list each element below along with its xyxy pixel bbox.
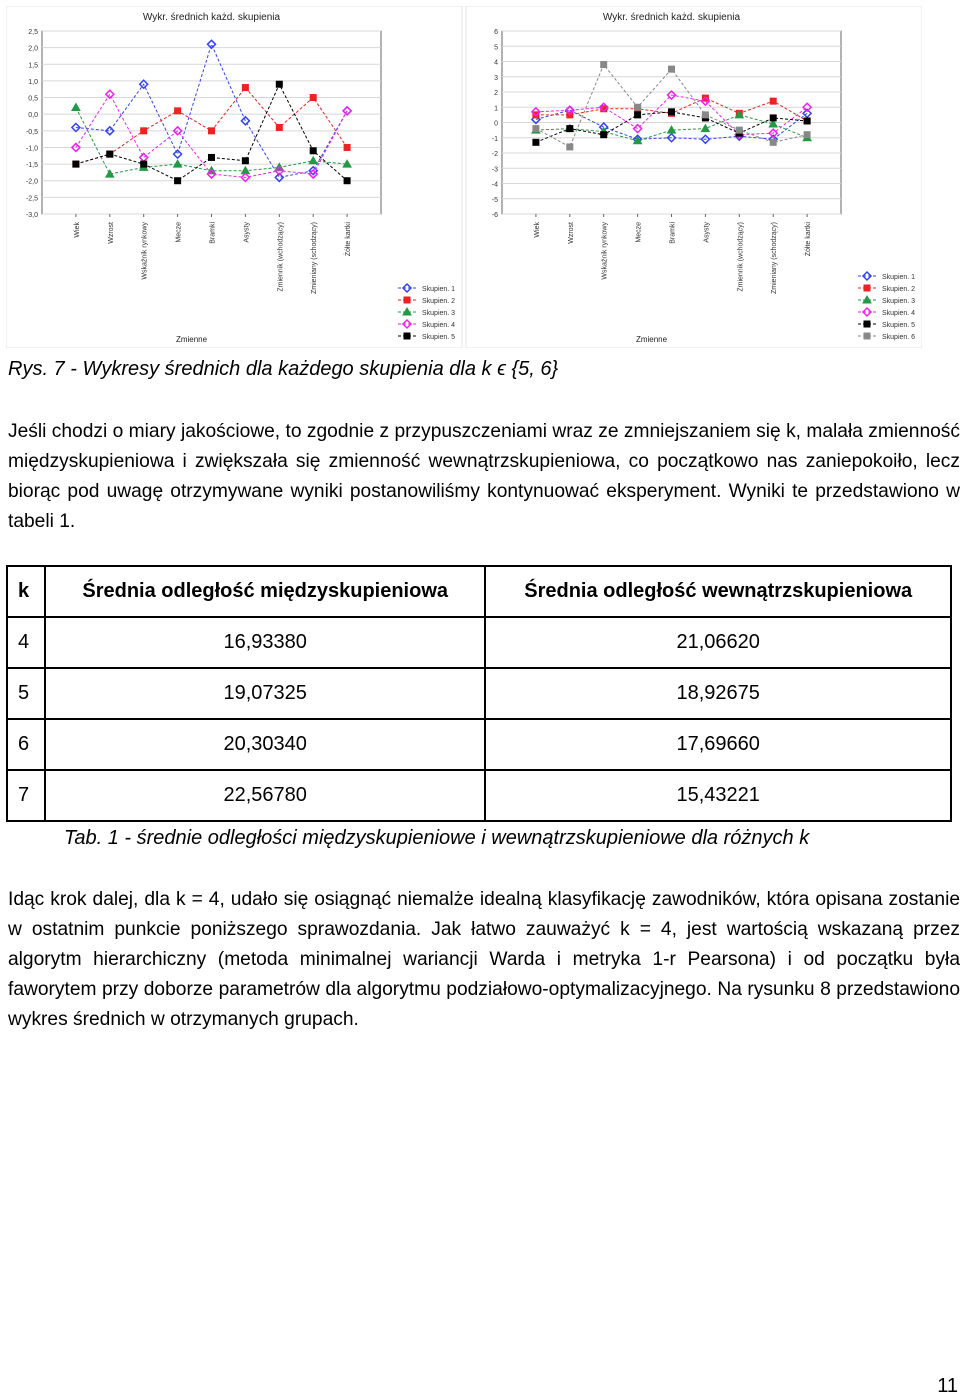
cell-inter: 22,56780 <box>45 770 485 821</box>
header-k: k <box>7 566 45 617</box>
x-axis-label: Zmienne <box>635 335 668 344</box>
data-point-s2 <box>242 85 248 91</box>
x-tick-label: Zmieniany (schodzący) <box>771 222 779 294</box>
legend-label: Skupien. 2 <box>422 298 456 305</box>
y-tick-label: -1,5 <box>25 162 38 170</box>
cell-inter: 16,93380 <box>45 617 485 668</box>
data-point-s5 <box>310 148 316 154</box>
x-tick-label: Zmiennik (wchodzący) <box>737 222 745 292</box>
x-axis-label: Zmienne <box>175 335 208 344</box>
data-point-s5 <box>567 126 573 132</box>
legend-label: Skupien. 1 <box>422 286 456 293</box>
x-tick-label: Wskaźnik rynkowy <box>141 222 149 280</box>
table-row <box>7 770 951 821</box>
y-tick-label: 2 <box>494 90 498 97</box>
cell-inter: 20,30340 <box>45 719 485 770</box>
legend-marker <box>864 285 870 291</box>
results-table-wrap <box>6 565 952 822</box>
data-point-s2 <box>175 108 181 114</box>
y-tick-label: 1,0 <box>28 78 38 86</box>
data-point-s6 <box>635 104 641 110</box>
data-point-s6 <box>669 66 675 72</box>
data-point-s2 <box>344 144 350 150</box>
y-tick-label: 1,5 <box>28 62 38 70</box>
table-row <box>7 719 951 770</box>
y-tick-label: -5 <box>491 196 498 204</box>
cell-intra: 21,06620 <box>485 617 951 668</box>
header-inter: Średnia odległość międzyskupieniowa <box>45 566 485 617</box>
data-point-s5 <box>635 112 641 118</box>
page-number: 11 <box>937 1375 958 1397</box>
figure-charts <box>6 6 922 348</box>
cell-intra: 17,69660 <box>485 719 951 770</box>
legend-label: Skupien. 1 <box>882 274 916 281</box>
header-intra: Średnia odległość wewnątrzskupieniowa <box>485 566 951 617</box>
chart-title: Wykr. średnich każd. skupienia <box>142 12 281 23</box>
data-point-s2 <box>276 124 282 130</box>
y-tick-label: 5 <box>494 44 498 52</box>
x-tick-label: Mecze <box>635 222 643 243</box>
y-tick-label: -3 <box>491 166 498 174</box>
cell-inter: 19,07325 <box>45 668 485 719</box>
legend-label: Skupien. 5 <box>882 322 916 329</box>
y-tick-label: -0,5 <box>25 128 38 136</box>
data-point-s5 <box>804 118 810 124</box>
y-tick-label: 0 <box>494 120 498 128</box>
table-header-row <box>7 566 951 617</box>
data-point-s5 <box>242 158 248 164</box>
legend-label: Skupien. 2 <box>882 286 916 293</box>
legend-label: Skupien. 4 <box>882 310 916 317</box>
data-point-s2 <box>209 128 215 134</box>
legend-label: Skupien. 3 <box>882 298 916 305</box>
data-point-s5 <box>209 154 215 160</box>
data-point-s5 <box>73 161 79 167</box>
data-point-s5 <box>669 109 675 115</box>
legend-marker <box>864 333 870 339</box>
y-tick-label: 6 <box>494 29 498 36</box>
data-point-s5 <box>770 115 776 121</box>
cell-intra: 15,43221 <box>485 770 951 821</box>
x-tick-label: Bramki <box>209 222 217 244</box>
data-point-s5 <box>141 161 147 167</box>
cell-intra: 18,92675 <box>485 668 951 719</box>
legend-marker <box>864 321 870 327</box>
y-tick-label: 0,5 <box>28 95 38 103</box>
data-point-s6 <box>567 144 573 150</box>
chart-2 <box>466 6 922 348</box>
y-tick-label: 1 <box>494 105 498 113</box>
data-point-s6 <box>804 132 810 138</box>
table-caption: Tab. 1 - średnie odległości międzyskupieniowe i wewnątrzskupieniowe dla różnych k <box>64 827 810 849</box>
data-point-s6 <box>533 126 539 132</box>
x-tick-label: Żółte kartki <box>805 222 813 257</box>
cell-k: 5 <box>7 668 45 719</box>
paragraph-2: Idąc krok dalej, dla k = 4, udało się osiągnąć niemalże idealną klasyfikację zawodników, która opisana zostanie w ostatnim punkcie poniższego sprawozdania. Jak łatwo zauważyć k = 4, jest wartością wskazaną przez algorytm hierarchiczny (metoda minimalnej wariancji Warda i metryka 1-r Pearsona) i od początku była faworytem przy doborze parametrów dla algorytmu podziałowo-optymalizacyjnego. Na rysunku 8 przedstawiono wykres średnich w otrzymanych grupach. <box>8 889 960 1030</box>
cell-k: 4 <box>7 617 45 668</box>
x-tick-label: Bramki <box>669 222 677 244</box>
y-tick-label: 2,5 <box>28 29 38 36</box>
cell-k: 6 <box>7 719 45 770</box>
cell-k: 7 <box>7 770 45 821</box>
x-tick-label: Wiek <box>73 222 81 238</box>
table-row <box>7 617 951 668</box>
data-point-s5 <box>533 139 539 145</box>
y-tick-label: 3 <box>494 74 498 82</box>
x-tick-label: Mecze <box>175 222 183 243</box>
chart-title: Wykr. średnich każd. skupienia <box>602 12 741 23</box>
y-tick-label: -2,0 <box>25 178 38 186</box>
data-point-s6 <box>736 127 742 133</box>
results-table <box>6 565 952 822</box>
y-tick-label: 4 <box>494 59 498 67</box>
y-tick-label: -3,0 <box>25 212 38 219</box>
chart-1 <box>6 6 462 348</box>
x-tick-label: Wskaźnik rynkowy <box>601 222 609 280</box>
legend-marker <box>404 297 410 303</box>
data-point-s5 <box>601 132 607 138</box>
legend-label: Skupien. 5 <box>422 334 456 341</box>
paragraph-1: Jeśli chodzi o miary jakościowe, to zgodnie z przypuszczeniami wraz ze zmniejszaniem się k, malała zmienność międzyskupieniowa i zwiększała się zmienność wewnątrzskupieniowa, co początkowo nas zaniepokoiło, lecz biorąc pod uwagę otrzymywane wyniki postanowiliśmy kontynuować eksperyment. Wyniki te przedstawiono w tabeli 1. <box>8 421 960 532</box>
y-tick-label: -6 <box>491 212 498 219</box>
data-point-s6 <box>601 62 607 68</box>
figure <box>6 6 922 348</box>
legend-marker <box>404 333 410 339</box>
data-point-s5 <box>107 151 113 157</box>
data-point-s6 <box>770 139 776 145</box>
legend-label: Skupien. 4 <box>422 322 456 329</box>
y-tick-label: -2 <box>491 151 498 158</box>
y-tick-label: -2,5 <box>25 195 38 203</box>
y-tick-label: -4 <box>491 181 498 189</box>
x-tick-label: Asysty <box>703 222 711 243</box>
legend-label: Skupien. 3 <box>422 310 456 317</box>
legend-label: Skupien. 6 <box>882 334 916 341</box>
y-tick-label: -1 <box>491 135 498 143</box>
y-tick-label: 2,0 <box>28 45 38 53</box>
data-point-s5 <box>276 81 282 87</box>
y-tick-label: 0,0 <box>28 112 38 120</box>
figure-caption: Rys. 7 - Wykresy średnich dla każdego skupienia dla k ϵ {5, 6} <box>8 358 559 380</box>
data-point-s6 <box>702 112 708 118</box>
data-point-s2 <box>141 128 147 134</box>
x-tick-label: Wzrost <box>567 222 575 244</box>
data-point-s5 <box>344 178 350 184</box>
x-tick-label: Wzrost <box>107 222 115 244</box>
x-tick-label: Zmieniany (schodzący) <box>311 222 319 294</box>
data-point-s2 <box>770 98 776 104</box>
x-tick-label: Zmiennik (wchodzący) <box>277 222 285 292</box>
table-row <box>7 668 951 719</box>
x-tick-label: Żółte kartki <box>345 222 353 257</box>
data-point-s2 <box>310 95 316 101</box>
y-tick-label: -1,0 <box>25 145 38 153</box>
x-tick-label: Wiek <box>533 222 541 238</box>
data-point-s5 <box>175 178 181 184</box>
x-tick-label: Asysty <box>243 222 251 243</box>
